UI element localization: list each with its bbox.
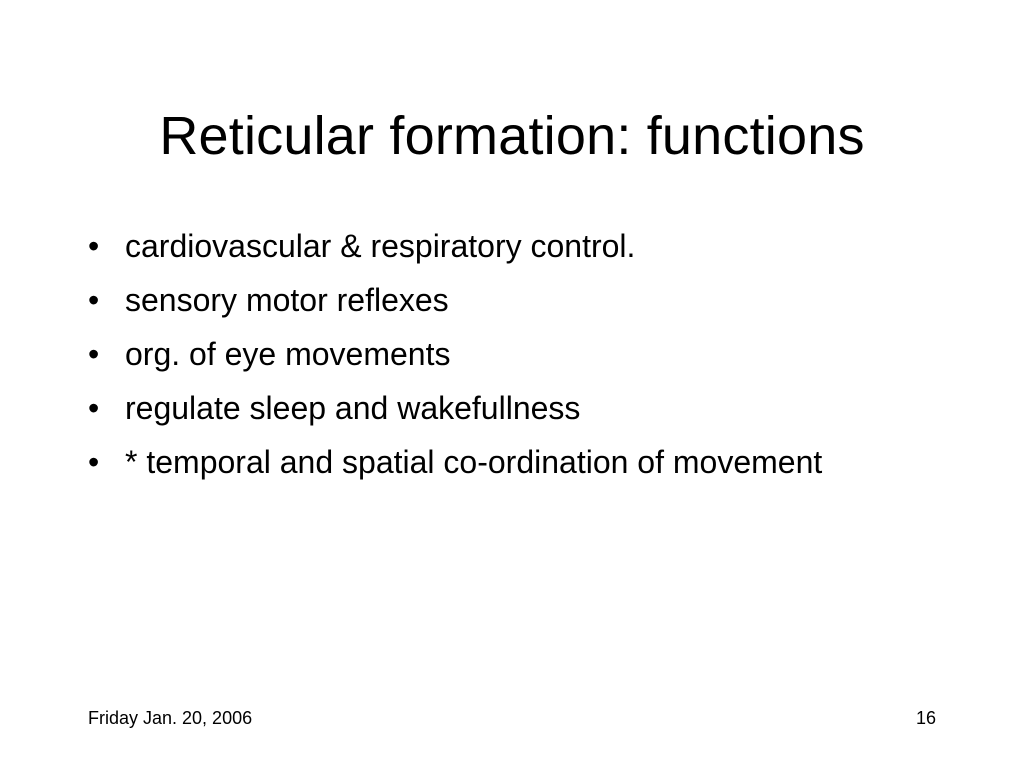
bullet-text: regulate sleep and wakefullness xyxy=(125,390,581,426)
list-item xyxy=(88,280,848,320)
bullet-icon: • xyxy=(88,228,100,264)
list-item xyxy=(88,388,848,428)
bullet-text: cardiovascular & respiratory control. xyxy=(125,228,636,264)
page-number: 16 xyxy=(915,708,936,728)
list-item xyxy=(88,442,848,482)
list-item xyxy=(88,334,848,374)
bullet-text: sensory motor reflexes xyxy=(125,282,449,318)
footer-date: Friday Jan. 20, 2006 xyxy=(88,708,253,728)
bullet-icon: • xyxy=(88,390,100,426)
slide-title: Reticular formation: functions xyxy=(159,106,865,166)
bullet-icon: • xyxy=(88,282,100,318)
bullet-text: org. of eye movements xyxy=(125,336,451,372)
bullet-icon: • xyxy=(88,444,100,480)
list-item xyxy=(88,226,848,266)
bullet-icon: • xyxy=(88,336,100,372)
bullet-text: * temporal and spatial co-ordination of movement xyxy=(125,444,823,480)
bullet-list xyxy=(88,226,848,496)
